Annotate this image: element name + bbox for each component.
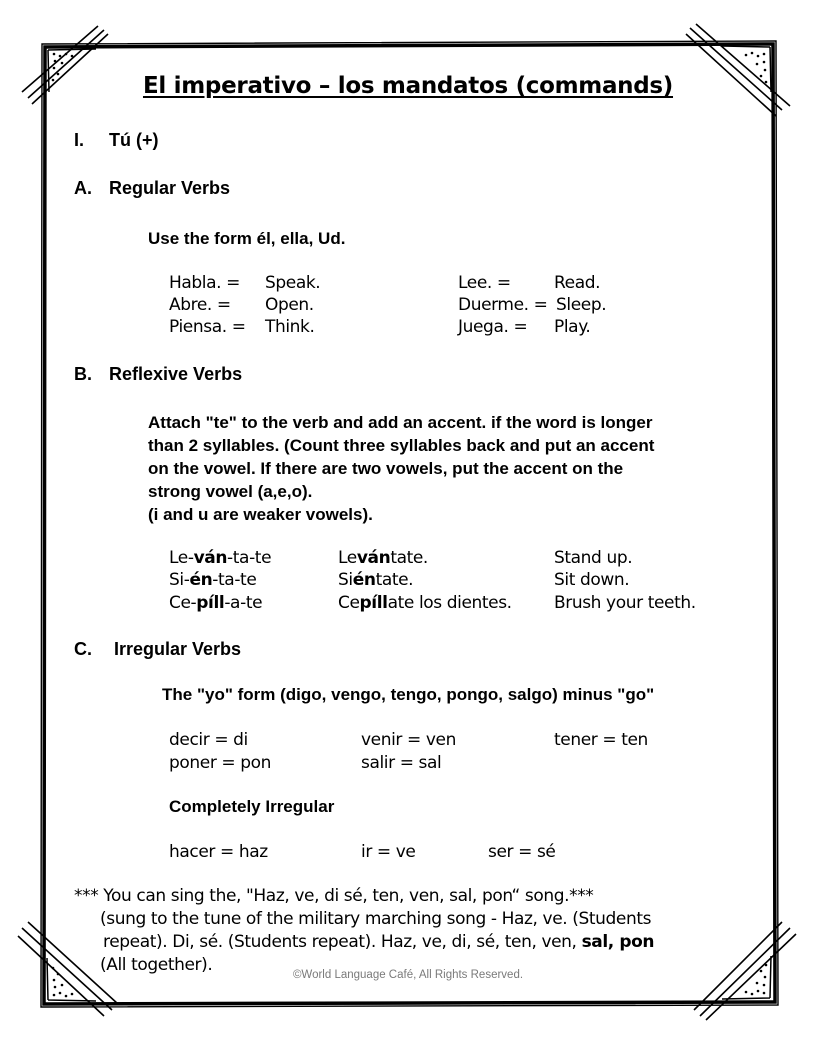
verb-meaning: Sleep. [556,295,607,315]
verb-command: Abre. = [169,295,231,315]
section-a-heading: Regular Verbs [109,178,231,198]
irregular-pair: ser = sé [488,842,556,862]
verb-command: Lee. = [458,273,511,293]
verb-command: Piensa. = [169,317,246,337]
instruction-line: strong vowel (a,e,o). [148,482,313,501]
reflexive-command: Levántate. [338,548,428,568]
irregular-pair: decir = di [169,730,248,750]
instruction-line: on the vowel. If there are two vowels, put the accent on the [148,459,624,478]
section-c-number: C. [74,639,92,659]
reflexive-meaning: Sit down. [554,570,630,590]
verb-command: Duerme. = [458,295,548,315]
irregular-pair: tener = ten [554,730,648,750]
syllable-breakdown: Ce-píll-a-te [169,593,263,613]
section-c-heading: Irregular Verbs [114,639,242,659]
section-i-heading: Tú (+) [109,130,159,150]
section-a-number: A. [74,178,92,198]
section-b-heading: Reflexive Verbs [109,364,243,384]
song-line: (All together). [100,955,213,975]
instruction-line: Attach "te" to the verb and add an accent. if the word is longer [148,413,653,432]
section-b-number: B. [74,364,92,384]
page-title: El imperativo – los mandatos (commands) [142,73,674,99]
reflexive-command: Siéntate. [338,570,414,590]
copyright-notice: ©World Language Café, All Rights Reserved. [292,969,524,981]
irregular-pair: poner = pon [169,753,272,773]
syllable-breakdown: Si-én-ta-te [169,570,257,590]
song-line: repeat). Di, sé. (Students repeat). Haz, ve, di, sé, ten, ven, sal, pon [103,932,655,952]
irregular-pair: salir = sal [361,753,442,773]
reflexive-meaning: Stand up. [554,548,633,568]
reflexive-meaning: Brush your teeth. [554,593,696,613]
reflexive-command: Cepíllate los dientes. [338,593,512,613]
irregular-pair: ir = ve [361,842,416,862]
verb-command: Habla. = [169,273,240,293]
irregular-pair: venir = ven [361,730,456,750]
verb-meaning: Speak. [265,273,321,293]
section-i-number: I. [74,130,85,150]
completely-irregular-label: Completely Irregular [169,797,335,816]
verb-meaning: Think. [265,317,315,337]
section-c-instruction: The "yo" form (digo, vengo, tengo, pongo, salgo) minus "go" [162,685,655,704]
song-line: *** You can sing the, "Haz, ve, di sé, ten, ven, sal, pon“ song.*** [74,886,594,906]
syllable-breakdown: Le-ván-ta-te [169,548,272,568]
song-line: (sung to the tune of the military marching song - Haz, ve. (Students [100,909,652,929]
verb-meaning: Play. [554,317,591,337]
section-a-instruction: Use the form él, ella, Ud. [148,229,346,248]
instruction-line: (i and u are weaker vowels). [148,505,373,524]
verb-meaning: Open. [265,295,314,315]
verb-command: Juega. = [458,317,528,337]
instruction-line: than 2 syllables. (Count three syllables back and put an accent [148,436,655,455]
verb-meaning: Read. [554,273,601,293]
irregular-pair: hacer = haz [169,842,268,862]
